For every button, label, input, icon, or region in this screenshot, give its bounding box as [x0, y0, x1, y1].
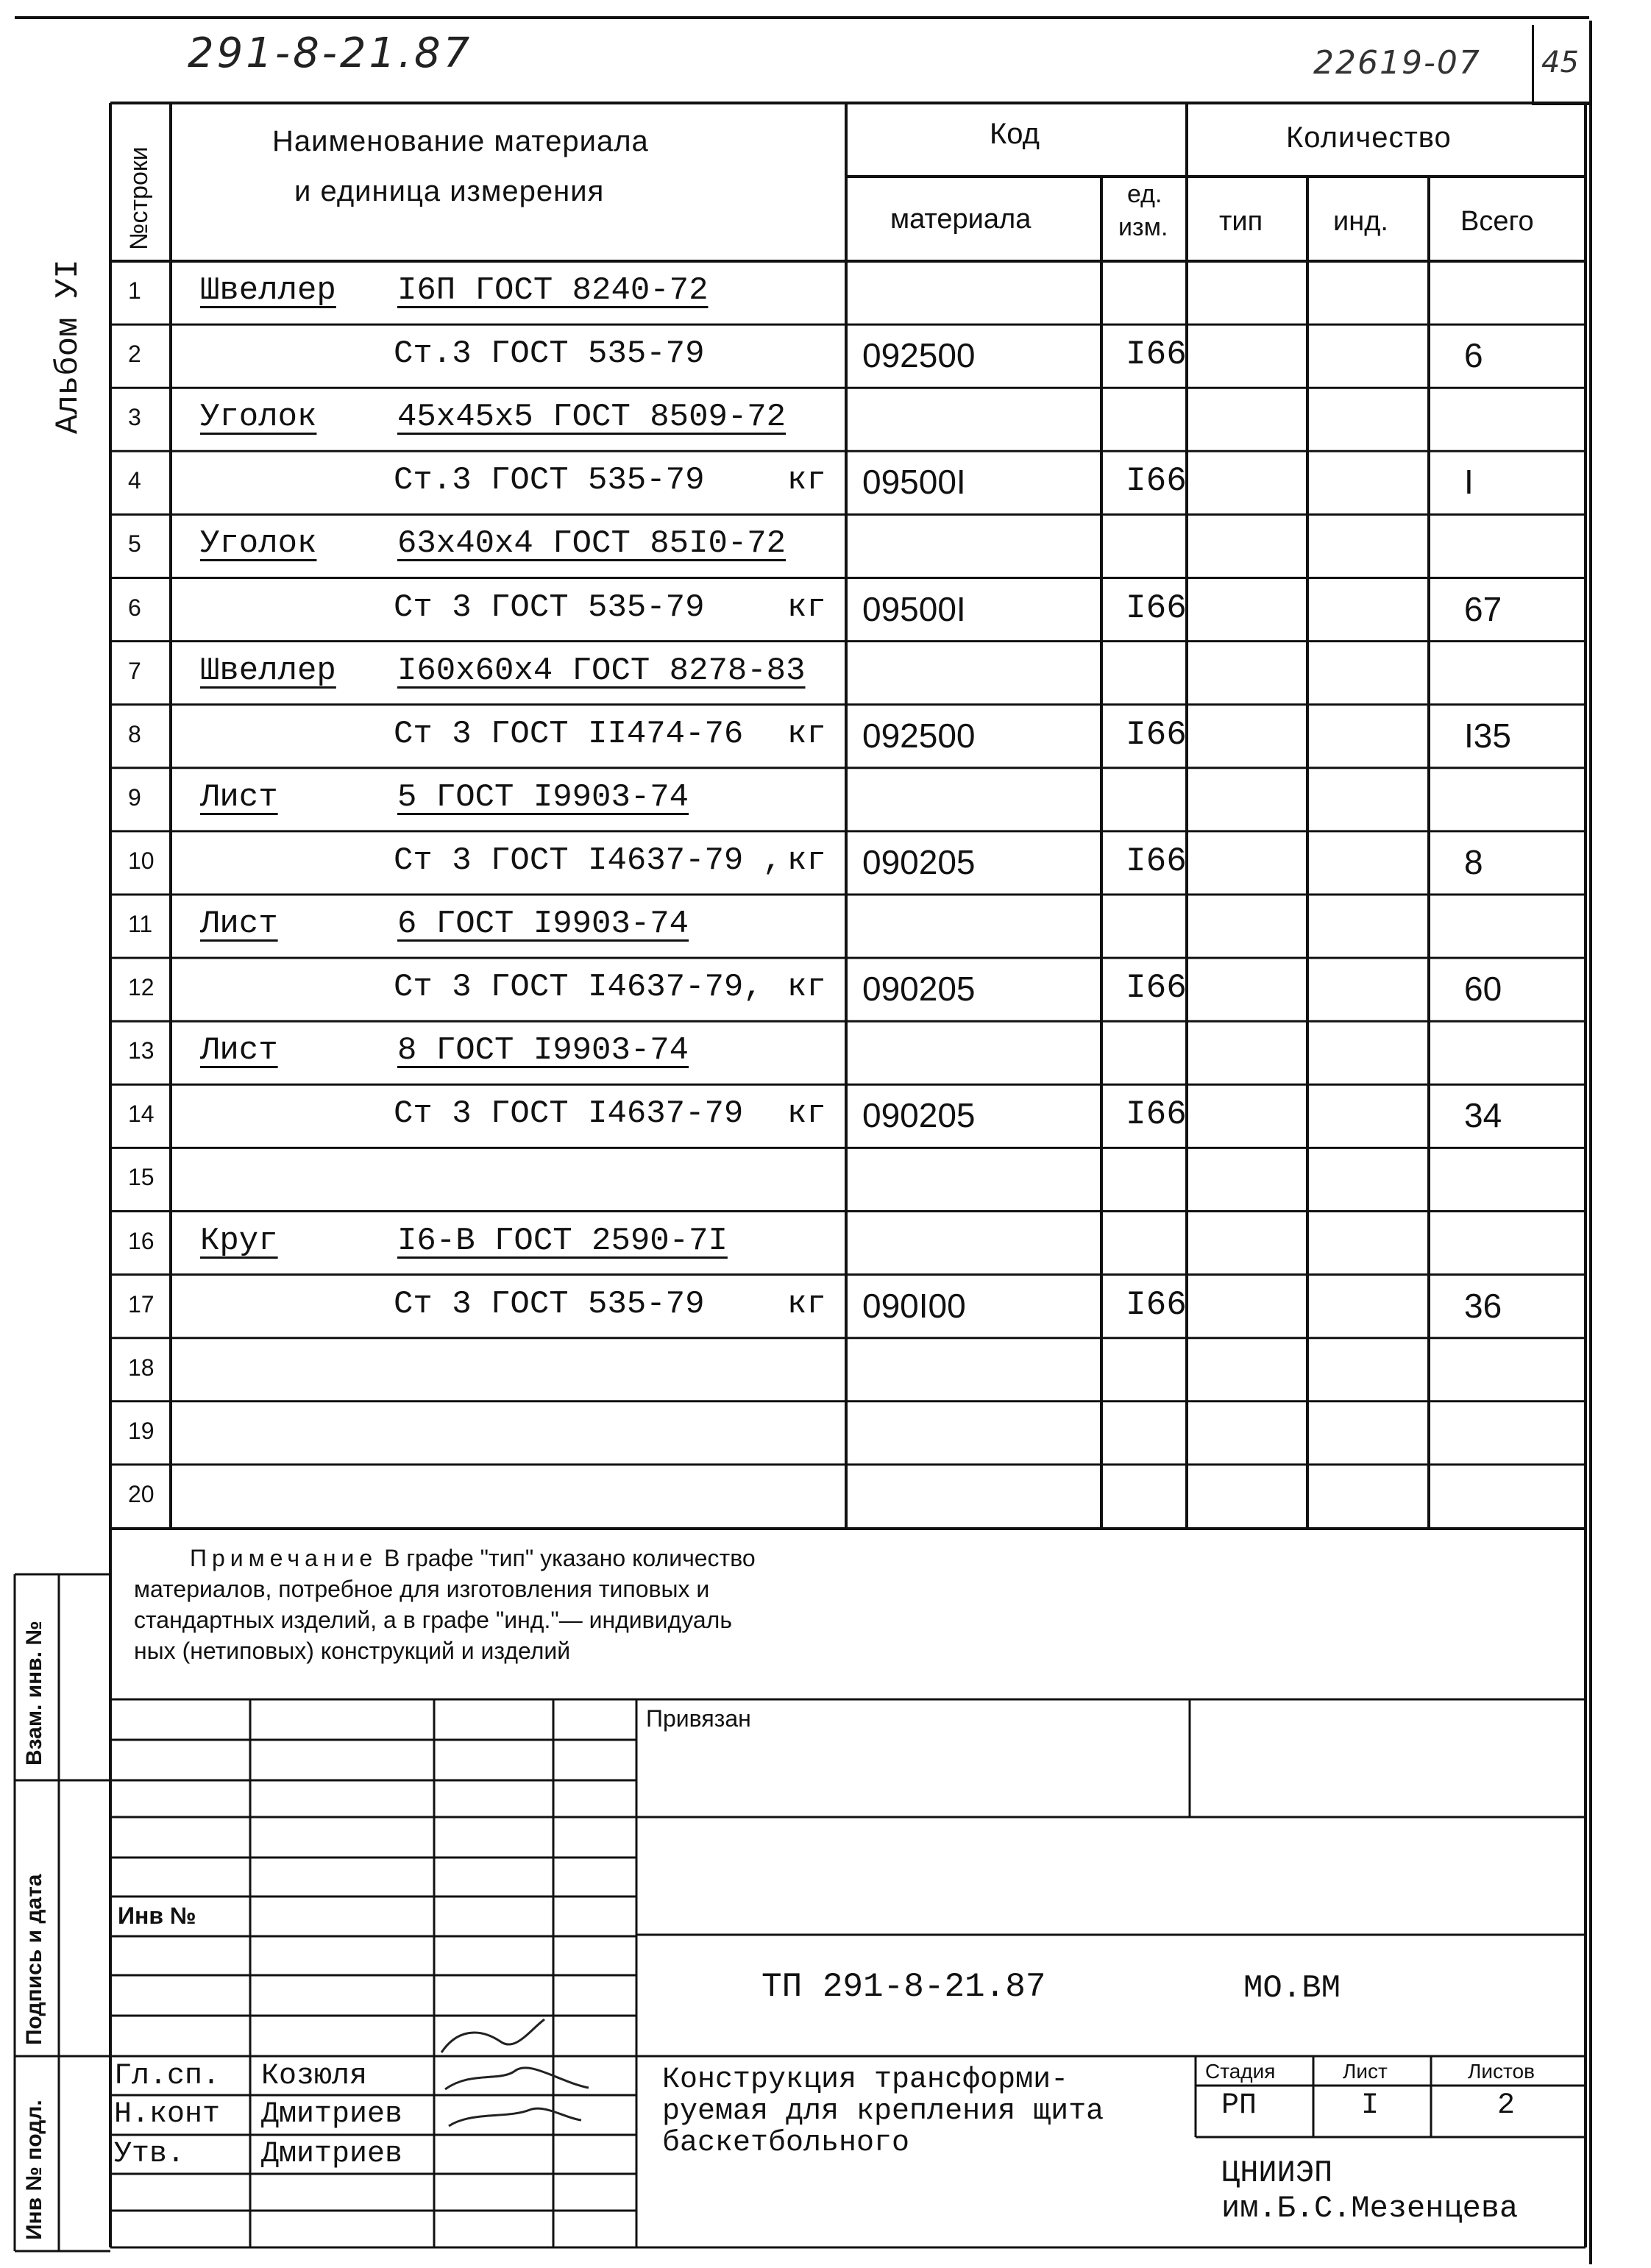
- row-material-spec: Ст.3 ГОСТ 535-79: [394, 335, 705, 373]
- row-number: 11: [128, 911, 153, 937]
- stamp-name-1: Козюля: [261, 2060, 368, 2093]
- row-material-kind: Лист: [200, 1032, 278, 1070]
- row-material-spec: Ст 3 ГОСТ I4637-79: [394, 1095, 744, 1133]
- stamp-sheet-label: Лист: [1343, 2060, 1388, 2083]
- row-material-spec: I60х60х4 ГОСТ 8278-83: [397, 652, 806, 689]
- row-material-code: 090205: [862, 842, 976, 881]
- col-header-name-line1: Наименование материала: [272, 125, 649, 157]
- row-number: 9: [128, 783, 141, 811]
- row-unit-label: кг: [787, 462, 826, 500]
- row-number: 1: [128, 277, 141, 304]
- row-unit-code: I66: [1126, 589, 1187, 628]
- row-material-kind: Лист: [200, 778, 278, 816]
- row-material-code: 090205: [862, 1096, 976, 1135]
- row-total: I35: [1464, 716, 1511, 755]
- row-number: 19: [128, 1417, 155, 1444]
- row-material-spec: Ст 3 ГОСТ 535-79: [394, 1285, 705, 1323]
- stamp-role-3: Утв.: [114, 2138, 185, 2171]
- row-material-spec: 6 ГОСТ I9903-74: [397, 906, 689, 942]
- row-number: 10: [128, 847, 155, 874]
- row-unit-label: кг: [787, 969, 826, 1006]
- row-number: 13: [128, 1037, 155, 1064]
- row-number: 6: [128, 594, 141, 621]
- stamp-org-line2: им.Б.С.Мезенцева: [1221, 2191, 1519, 2226]
- stamp-doc-number: ТП 291-8-21.87: [761, 1968, 1046, 2006]
- note-text: В графе "тип" указано количество: [384, 1545, 756, 1571]
- row-total: 8: [1464, 842, 1483, 881]
- row-material-spec: Ст 3 ГОСТ I4637-79 ,: [394, 842, 783, 879]
- row-material-kind: Круг: [200, 1222, 278, 1259]
- col-header-row-no: №строки: [125, 146, 153, 250]
- row-material-spec: Ст 3 ГОСТ 535-79: [394, 589, 705, 626]
- row-unit-label: кг: [787, 1285, 826, 1323]
- row-material-spec: 63х40х4 ГОСТ 85I0-72: [397, 525, 787, 563]
- doc-code-left: 291-8-21.87: [188, 29, 473, 77]
- row-unit-code: I66: [1126, 1285, 1187, 1324]
- row-total: I: [1464, 463, 1474, 502]
- stamp-name-3: Дмитриев: [261, 2138, 403, 2171]
- stamp-role-1: Гл.сп.: [114, 2060, 221, 2093]
- row-material-spec: I6П ГОСТ 8240-72: [397, 272, 709, 309]
- col-header-quantity: Количество: [1286, 121, 1452, 154]
- col-header-total: Всего: [1460, 206, 1534, 237]
- stamp-sheets-label: Листов: [1468, 2060, 1535, 2083]
- row-total: 67: [1464, 589, 1502, 628]
- row-material-spec: 45х45х5 ГОСТ 8509-72: [397, 399, 787, 436]
- row-material-spec: 8 ГОСТ I9903-74: [397, 1032, 689, 1070]
- row-material-spec: Ст 3 ГОСТ I4637-79,: [394, 969, 763, 1006]
- row-material-code: 090I00: [862, 1286, 966, 1325]
- album-label: Альбом УI: [50, 259, 87, 434]
- row-material-code: 092500: [862, 336, 976, 375]
- signature-scribbles: [441, 2019, 589, 2126]
- row-unit-label: кг: [787, 589, 826, 626]
- row-total: 36: [1464, 1286, 1502, 1325]
- row-number: 5: [128, 530, 141, 558]
- row-material-code: 09500I: [862, 463, 966, 502]
- side-label-sign-date: Подпись и дата: [22, 1874, 46, 2045]
- row-material-kind: Швеллер: [200, 272, 336, 309]
- row-number: 12: [128, 974, 155, 1001]
- row-number: 16: [128, 1227, 155, 1254]
- note-line1: [190, 1545, 756, 1572]
- row-material-kind: Уголок: [200, 525, 317, 563]
- row-material-kind: Швеллер: [200, 652, 336, 689]
- row-number: 3: [128, 404, 141, 431]
- row-unit-code: I66: [1126, 842, 1187, 881]
- row-unit-code: I66: [1126, 462, 1187, 501]
- row-number: 20: [128, 1480, 155, 1507]
- row-unit-code: I66: [1126, 1095, 1187, 1134]
- col-header-unit-line2: изм.: [1118, 213, 1168, 241]
- row-unit-label: кг: [787, 715, 826, 753]
- stamp-privyazan: Привязан: [646, 1705, 751, 1732]
- row-material-kind: Лист: [200, 906, 278, 942]
- col-header-unit-line1: ед.: [1127, 180, 1162, 208]
- page-number: 45: [1541, 46, 1579, 79]
- row-number: 14: [128, 1101, 155, 1128]
- stamp-title-line1: Конструкция трансформи-: [662, 2063, 1069, 2097]
- stamp-name-2: Дмитриев: [261, 2098, 403, 2131]
- row-number: 18: [128, 1354, 155, 1381]
- row-material-code: 092500: [862, 716, 976, 755]
- doc-code-right: 22619-07: [1313, 44, 1481, 82]
- row-number: 8: [128, 720, 141, 747]
- col-header-ind: инд.: [1333, 206, 1388, 237]
- row-unit-code: I66: [1126, 335, 1187, 374]
- row-number: 15: [128, 1164, 155, 1191]
- row-number: 4: [128, 467, 141, 494]
- row-material-spec: Ст 3 ГОСТ II474-76: [394, 715, 744, 753]
- stamp-sheet-value: I: [1361, 2089, 1380, 2122]
- side-label-inv-no: Взам. инв. №: [22, 1621, 46, 1766]
- stamp-sheets-value: 2: [1497, 2089, 1516, 2122]
- row-total: 34: [1464, 1096, 1502, 1135]
- stamp-inv-no: Инв №: [118, 1902, 196, 1929]
- stamp-doc-suffix: МО.ВМ: [1243, 1970, 1341, 2007]
- stamp-org-line1: ЦНИИЭП: [1221, 2155, 1333, 2191]
- stamp-title-line2: руемая для крепления щита: [662, 2095, 1104, 2128]
- row-material-code: 090205: [862, 970, 976, 1009]
- note-line4: ных (нетиповых) конструкций и изделий: [134, 1638, 571, 1664]
- col-header-name-line2: и единица измерения: [294, 175, 605, 207]
- row-material-spec: Ст.3 ГОСТ 535-79: [394, 462, 705, 500]
- row-material-spec: 5 ГОСТ I9903-74: [397, 778, 689, 816]
- stamp-stage-label: Стадия: [1205, 2060, 1276, 2083]
- stamp-stage-value: РП: [1221, 2089, 1257, 2122]
- note-line3: стандартных изделий, а в графе "инд."— индивидуаль: [134, 1607, 732, 1633]
- note-title: Примечание: [190, 1545, 378, 1571]
- row-unit-label: кг: [787, 1095, 826, 1133]
- row-unit-code: I66: [1126, 715, 1187, 754]
- stamp-role-2: Н.конт: [114, 2098, 221, 2131]
- row-unit-code: I66: [1126, 969, 1187, 1008]
- row-number: 2: [128, 341, 141, 368]
- col-header-code: Код: [990, 118, 1040, 150]
- note-line2: материалов, потребное для изготовления типовых и: [134, 1576, 710, 1602]
- col-header-type: тип: [1219, 206, 1263, 237]
- row-number: 17: [128, 1290, 155, 1318]
- row-total: 60: [1464, 970, 1502, 1009]
- stamp-title-line3: баскетбольного: [662, 2127, 910, 2160]
- row-total: 6: [1464, 336, 1483, 375]
- row-material-kind: Уголок: [200, 399, 317, 436]
- row-number: 7: [128, 657, 141, 684]
- row-material-code: 09500I: [862, 589, 966, 628]
- col-header-material: материала: [890, 204, 1032, 235]
- row-unit-label: кг: [787, 842, 826, 879]
- row-material-spec: I6-В ГОСТ 2590-7I: [397, 1222, 728, 1259]
- side-label-inv-orig: Инв № подл.: [22, 2100, 46, 2240]
